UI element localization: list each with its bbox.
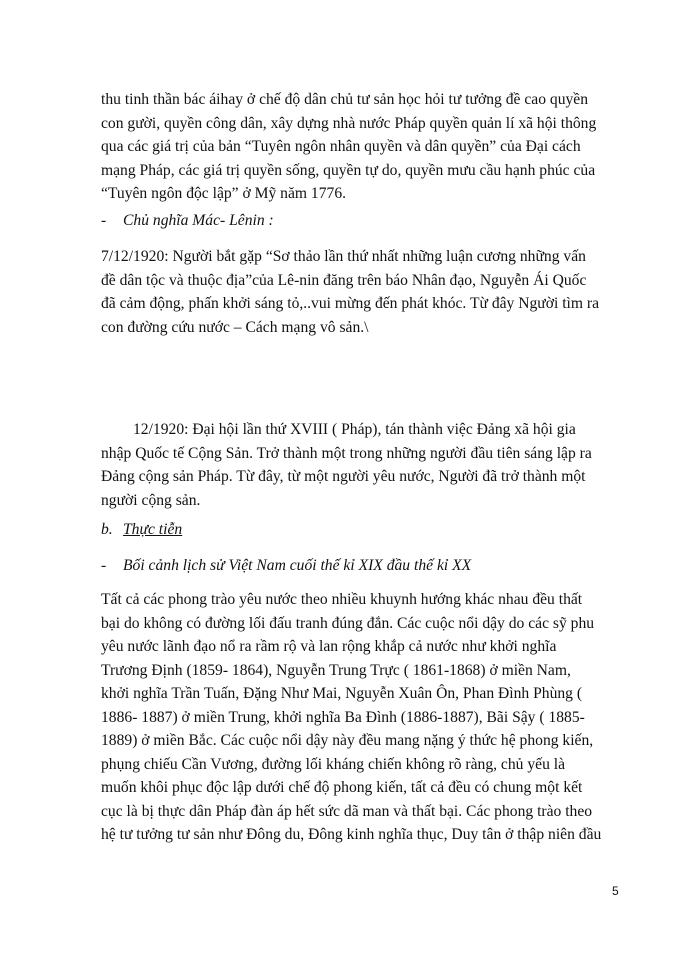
text-line: “Tuyên ngôn độc lập” ở Mỹ năm 1776. bbox=[101, 185, 347, 202]
heading-marxism-leninism bbox=[101, 209, 631, 233]
text-line: con gười, quyền công dân, xây dựng nhà nước Pháp quyền quản lí xã hội thông bbox=[101, 114, 597, 132]
text-line: yêu nước lãnh đạo nổ ra rầm rộ và lan rộng khắp cả nước như khởi nghĩa bbox=[101, 638, 557, 655]
text-line: 1889) ở miền Bắc. Các cuộc nổi dậy này đều mang nặng ý thức hệ phong kiến, bbox=[101, 732, 594, 749]
text-line: đã cảm động, phấn khởi sáng tỏ,..vui mừng đến phát khóc. Từ đây Người tìm ra bbox=[101, 295, 600, 312]
bullet-dash: - bbox=[101, 212, 107, 229]
text-line: Đảng cộng sản Pháp. Từ đây, từ một người yêu nước, Người đã trở thành một bbox=[101, 468, 586, 485]
text-line: muốn khôi phục độc lập dưới chế độ phong kiến, tất cả đều có chung một kết bbox=[101, 779, 583, 796]
heading-practice bbox=[101, 518, 631, 542]
heading-text: Chủ nghĩa Mác- Lênin : bbox=[123, 212, 274, 229]
text-line: con đường cứu nước – Cách mạng vô sản.\ bbox=[101, 318, 369, 336]
paragraph-patriotic-movements bbox=[101, 588, 631, 847]
paragraph-lenin-thesis bbox=[101, 245, 631, 339]
text-line: thu tinh thần bác áihay ở chế độ dân chủ tư sản học hỏi tư tưởng đề cao quyền bbox=[101, 91, 589, 108]
text-line: Tất cả các phong trào yêu nước theo nhiều khuynh hướng khác nhau đều thất bbox=[101, 591, 583, 608]
text-line: Trương Định (1859- 1864), Nguyễn Trung Trực ( 1861-1868) ở miền Nam, bbox=[101, 661, 571, 679]
heading-historical-context bbox=[101, 554, 631, 578]
text-line: đề dân tộc và thuộc địa”của Lê-nin đăng trên báo Nhân đạo, Nguyễn Ái Quốc bbox=[101, 271, 587, 289]
text-line: phụng chiếu Cần Vương, đường lối kháng chiến không rõ ràng, chủ yếu là bbox=[101, 755, 566, 773]
paragraph-ideology-west bbox=[101, 88, 631, 206]
text-line: mạng Pháp, các giá trị quyền sống, quyền tự do, quyền mưu cầu hạnh phúc của bbox=[101, 161, 596, 179]
heading-text: Thực tiễn bbox=[123, 521, 183, 538]
text-line: cục là bị thực dân Pháp đàn áp hết sức dã man và thất bại. Các phong trào theo bbox=[101, 802, 593, 820]
text-line: 1886- 1887) ở miền Trung, khởi nghĩa Ba Đình (1886-1887), Bãi Sậy ( 1885- bbox=[101, 708, 585, 726]
text-line: nhập Quốc tế Cộng Sản. Trở thành một trong những người đầu tiên sáng lập ra bbox=[101, 444, 592, 462]
heading-text: Bối cảnh lịch sử Việt Nam cuối thế kỉ XIX đầu thế kỉ XX bbox=[123, 557, 472, 574]
text-line: 7/12/1920: Người bắt gặp “Sơ thảo lần thứ nhất những luận cương những vấn bbox=[101, 248, 586, 265]
text-line: người cộng sản. bbox=[101, 491, 201, 509]
section-letter: b. bbox=[101, 521, 113, 538]
text-line: 12/1920: Đại hội lần thứ XVIII ( Pháp), tán thành việc Đảng xã hội gia bbox=[133, 421, 576, 438]
bullet-dash: - bbox=[101, 557, 107, 574]
paragraph-tours-congress bbox=[101, 418, 631, 512]
text-line: qua các giá trị của bản “Tuyên ngôn nhân quyền và dân quyền” của Đại cách bbox=[101, 138, 581, 155]
text-line: bại do không có đường lối đấu tranh đúng đắn. Các cuộc nổi dậy do các sỹ phu bbox=[101, 614, 595, 632]
text-line: hệ tư tưởng tư sản như Đông du, Đông kinh nghĩa thục, Duy tân ở thập niên đầu bbox=[101, 826, 602, 843]
text-line: khởi nghĩa Trần Tuấn, Đặng Như Mai, Nguyễn Xuân Ôn, Phan Đình Phùng ( bbox=[101, 685, 583, 702]
page-number: 5 bbox=[612, 884, 619, 898]
